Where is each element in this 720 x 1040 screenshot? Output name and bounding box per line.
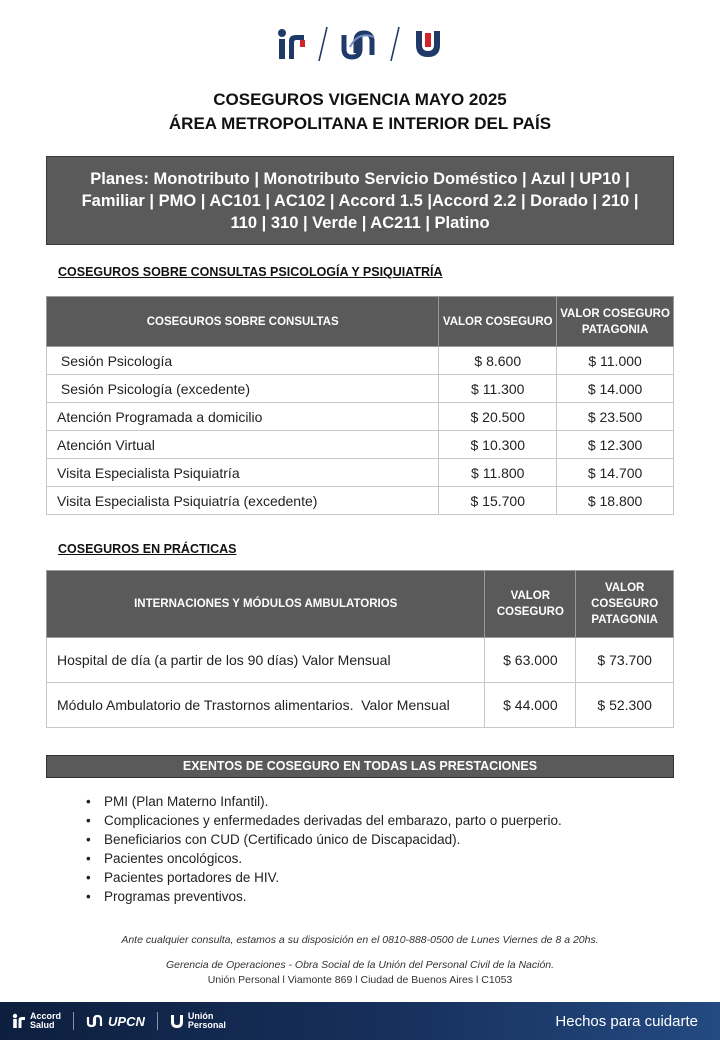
ir-logo-icon [276, 27, 306, 61]
row-label: Atención Programada a domicilio [47, 403, 439, 431]
union-text: Unión [187, 1011, 214, 1021]
title-line-2: ÁREA METROPOLITANA E INTERIOR DEL PAÍS [168, 114, 552, 133]
column-header: VALOR COSEGURO PATAGONIA [576, 571, 674, 638]
title-line-1: COSEGUROS VIGENCIA MAYO 2025 [213, 90, 507, 109]
brand-divider [73, 1012, 74, 1030]
column-header: VALOR COSEGURO [439, 297, 557, 347]
row-valor: $ 11.300 [439, 375, 557, 403]
column-header: VALOR COSEGURO [485, 571, 576, 638]
row-patagonia: $ 18.800 [557, 487, 674, 515]
row-label: Atención Virtual [47, 431, 439, 459]
table-row [47, 431, 674, 459]
table-header-row [47, 297, 674, 347]
union-personal-logo-icon [170, 1013, 184, 1029]
table-row [47, 459, 674, 487]
row-patagonia: $ 11.000 [557, 347, 674, 375]
table-row [47, 403, 674, 431]
list-item: • PMI (Plan Materno Infantil). [86, 792, 562, 811]
row-label: Módulo Ambulatorio de Trastornos alimentarios. Valor Mensual [47, 683, 485, 728]
table-header-row [47, 571, 674, 638]
row-valor: $ 10.300 [439, 431, 557, 459]
bottom-brand-bar [0, 1002, 720, 1040]
row-label: Visita Especialista Psiquiatría (excedente) [47, 487, 439, 515]
row-valor: $ 15.700 [439, 487, 557, 515]
list-item: • Pacientes oncológicos. [86, 849, 562, 868]
list-item: • Programas preventivos. [86, 887, 562, 906]
table-row [47, 638, 674, 683]
upcn-logo-icon [340, 27, 378, 61]
row-patagonia: $ 23.500 [557, 403, 674, 431]
row-valor: $ 8.600 [439, 347, 557, 375]
section-title-consultas: COSEGUROS SOBRE CONSULTAS PSICOLOGÍA Y PSIQUIATRÍA [58, 265, 443, 279]
section-title-practicas: COSEGUROS EN PRÁCTICAS [58, 542, 237, 556]
list-item: • Complicaciones y enfermedades derivadas del embarazo, parto o puerperio. [86, 811, 562, 830]
consultas-table [46, 296, 674, 515]
table-row [47, 487, 674, 515]
plans-box [46, 156, 674, 245]
column-header: INTERNACIONES Y MÓDULOS AMBULATORIOS [47, 571, 485, 638]
upcn-text: UPCN [108, 1013, 145, 1029]
row-label: Sesión Psicología (excedente) [47, 375, 439, 403]
list-item: • Pacientes portadores de HIV. [86, 868, 562, 887]
contact-note: Ante cualquier consulta, estamos a su disposición en el 0810-888-0500 de Lunes Viernes de 8 a 20hs. [121, 934, 599, 946]
u-logo-icon [412, 27, 444, 61]
row-label: Hospital de día (a partir de los 90 días) Valor Mensual [47, 638, 485, 683]
table-row [47, 683, 674, 728]
row-valor: $ 11.800 [439, 459, 557, 487]
row-valor: $ 44.000 [485, 683, 576, 728]
accord-logo-icon [12, 1013, 26, 1029]
slogan-text: Hechos para cuidarte [555, 1012, 698, 1030]
column-header: VALOR COSEGURO PATAGONIA [557, 297, 674, 347]
row-label: Sesión Psicología [47, 347, 439, 375]
salud-text: Salud [30, 1020, 55, 1030]
plans-line-3: 110 | 310 | Verde | AC211 | Platino [230, 214, 490, 232]
address-text: Unión Personal l Viamonte 869 l Ciudad de Buenos Aires l C1053 [207, 974, 513, 986]
accord-salud-brand [12, 1012, 61, 1030]
brand-divider [157, 1012, 158, 1030]
union-personal-brand [170, 1012, 226, 1030]
row-patagonia: $ 12.300 [557, 431, 674, 459]
exentos-list [86, 792, 562, 906]
upcn-brand [86, 1014, 145, 1028]
personal-text: Personal [187, 1020, 226, 1030]
row-patagonia: $ 14.700 [557, 459, 674, 487]
upcn-small-logo-icon [86, 1014, 104, 1028]
row-patagonia: $ 52.300 [576, 683, 674, 728]
row-patagonia: $ 14.000 [557, 375, 674, 403]
row-valor: $ 20.500 [439, 403, 557, 431]
row-label: Visita Especialista Psiquiatría [47, 459, 439, 487]
gerencia-text: Gerencia de Operaciones - Obra Social de la Unión del Personal Civil de la Nación. [165, 959, 555, 971]
row-valor: $ 63.000 [485, 638, 576, 683]
exentos-title-bar: EXENTOS DE COSEGURO EN TODAS LAS PRESTACIONES [46, 755, 674, 778]
footer-info [0, 958, 720, 988]
divider-slash-icon [388, 25, 402, 63]
row-patagonia: $ 73.700 [576, 638, 674, 683]
divider-slash-icon [316, 25, 330, 63]
practicas-table [46, 570, 674, 728]
page-title [0, 88, 720, 136]
column-header: COSEGUROS SOBRE CONSULTAS [47, 297, 439, 347]
accord-text: Accord [30, 1011, 62, 1021]
header-logos [0, 24, 720, 64]
table-row [47, 347, 674, 375]
table-row [47, 375, 674, 403]
plans-line-2: Familiar | PMO | AC101 | AC102 | Accord 1.5 |Accord 2.2 | Dorado | 210 | [81, 192, 639, 210]
list-item: • Beneficiarios con CUD (Certificado único de Discapacidad). [86, 830, 562, 849]
plans-line-1: Planes: Monotributo | Monotributo Servicio Doméstico | Azul | UP10 | [90, 170, 630, 188]
